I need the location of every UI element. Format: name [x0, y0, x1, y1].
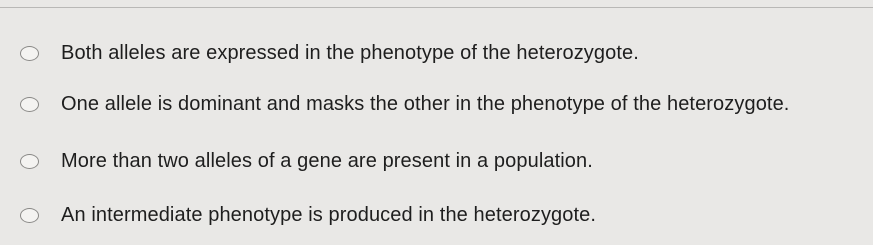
answer-option-label: One allele is dominant and masks the other in the phenotype of the heterozygote. — [61, 92, 790, 115]
answer-option-label: More than two alleles of a gene are present in a population. — [61, 149, 593, 172]
answer-option-2[interactable] — [20, 89, 789, 119]
radio-button-icon[interactable] — [20, 46, 39, 61]
radio-button-icon[interactable] — [20, 208, 39, 223]
answer-option-1[interactable] — [20, 38, 639, 68]
answer-option-label: Both alleles are expressed in the phenotype of the heterozygote. — [61, 41, 639, 64]
answer-option-label: An intermediate phenotype is produced in the heterozygote. — [61, 203, 597, 226]
radio-button-icon[interactable] — [20, 154, 39, 169]
answer-option-3[interactable] — [20, 146, 593, 176]
radio-button-icon[interactable] — [20, 97, 39, 112]
answer-option-4[interactable] — [20, 200, 596, 230]
